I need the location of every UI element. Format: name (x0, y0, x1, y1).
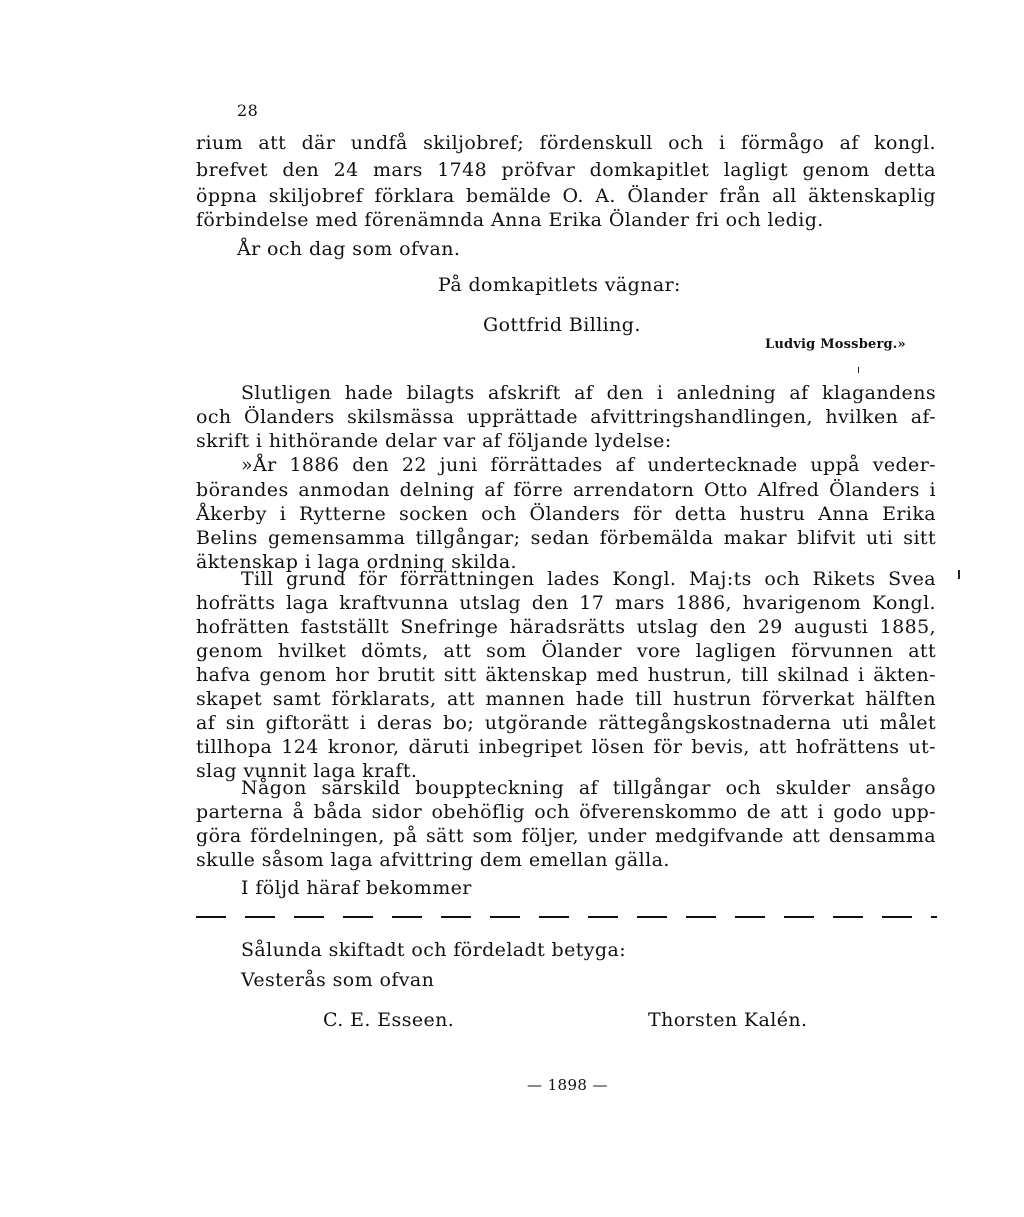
place-line: Vesterås som ofvan (241, 969, 435, 991)
text-line: Någon särskild bouppteckning af tillgångar och skulder ansågo (241, 777, 936, 799)
print-speck (858, 367, 859, 373)
text-line: förbindelse med förenämnda Anna Erika Ölander fri och ledig. (196, 209, 824, 231)
attest-line: Sålunda skiftadt och fördeladt betyga: (241, 939, 627, 961)
page-number: 28 (237, 101, 259, 120)
text-line: brefvet den 24 mars 1748 pröfvar domkapitlet lagligt genom detta (196, 159, 936, 181)
dash-separator (196, 916, 937, 918)
text-line: »År 1886 den 22 juni förrättades af undertecknade uppå veder- (241, 454, 936, 476)
text-line: Till grund för förrättningen lades Kongl. Maj:ts och Rikets Svea (241, 568, 936, 590)
text-line: skrift i hithörande delar var af följande lydelse: (196, 430, 672, 452)
text-line: hofrätten fastställt Snefringe häradsrätts utslag den 29 augusti 1885, (196, 616, 936, 638)
text-line: genom hvilket dömts, att som Ölander vore lagligen förvunnen att (196, 640, 936, 662)
footer-year: — 1898 — (527, 1076, 608, 1094)
date-line: År och dag som ofvan. (237, 238, 461, 260)
signature-header: På domkapitlets vägnar: (438, 274, 681, 296)
text-line: skulle såsom laga afvittring dem emellan gälla. (196, 849, 670, 871)
text-line: hofrätts laga kraftvunna utslag den 17 mars 1886, hvarigenom Kongl. (196, 592, 936, 614)
text-line: öppna skiljobref förklara bemälde O. A. Ölander från all äktenskaplig (196, 185, 936, 207)
signer-right: Thorsten Kalén. (648, 1009, 808, 1031)
text-line: slag vunnit laga kraft. (196, 760, 418, 782)
text-line: rium att där undfå skiljobref; fördenskull och i förmågo af kongl. (196, 132, 936, 154)
text-line: Belins gemensamma tillgångar; sedan förbemälda makar blifvit uti sitt (196, 527, 936, 549)
text-line: Slutligen hade bilagts afskrift af den i anledning af klagandens (241, 382, 936, 404)
text-line: äktenskap i laga ordning skilda. (196, 551, 517, 573)
text-line: och Ölanders skilsmässa upprättade afvittringshandlingen, hvilken af- (196, 406, 936, 428)
text-line: Åkerby i Rytterne socken och Ölanders för detta hustru Anna Erika (196, 503, 936, 525)
signature-name: Gottfrid Billing. (483, 314, 641, 336)
text-line: skapet samt förklarats, att mannen hade till hustrun förverkat hälften (196, 688, 936, 710)
text-line: tillhopa 124 kronor, däruti inbegripet lösen för bevis, att hofrättens ut- (196, 736, 936, 758)
text-line: börandes anmodan delning af förre arrendatorn Otto Alfred Ölanders i (196, 479, 936, 501)
text-line: hafva genom hor brutit sitt äktenskap med hustrun, till skilnad i äkten- (196, 664, 936, 686)
follow-line: I följd häraf bekommer (241, 877, 472, 899)
text-line: parterna å båda sidor obehöflig och öfverenskommo de att i godo upp- (196, 801, 936, 823)
signer-left: C. E. Esseen. (323, 1009, 455, 1031)
text-line: göra fördelningen, på sätt som följer, under medgifvande att densamma (196, 825, 936, 847)
text-line: af sin giftorätt i deras bo; utgörande rättegångskostnaderna uti målet (196, 712, 936, 734)
signature-secondary: Ludvig Mossberg.» (765, 337, 906, 352)
print-speck (958, 570, 960, 579)
